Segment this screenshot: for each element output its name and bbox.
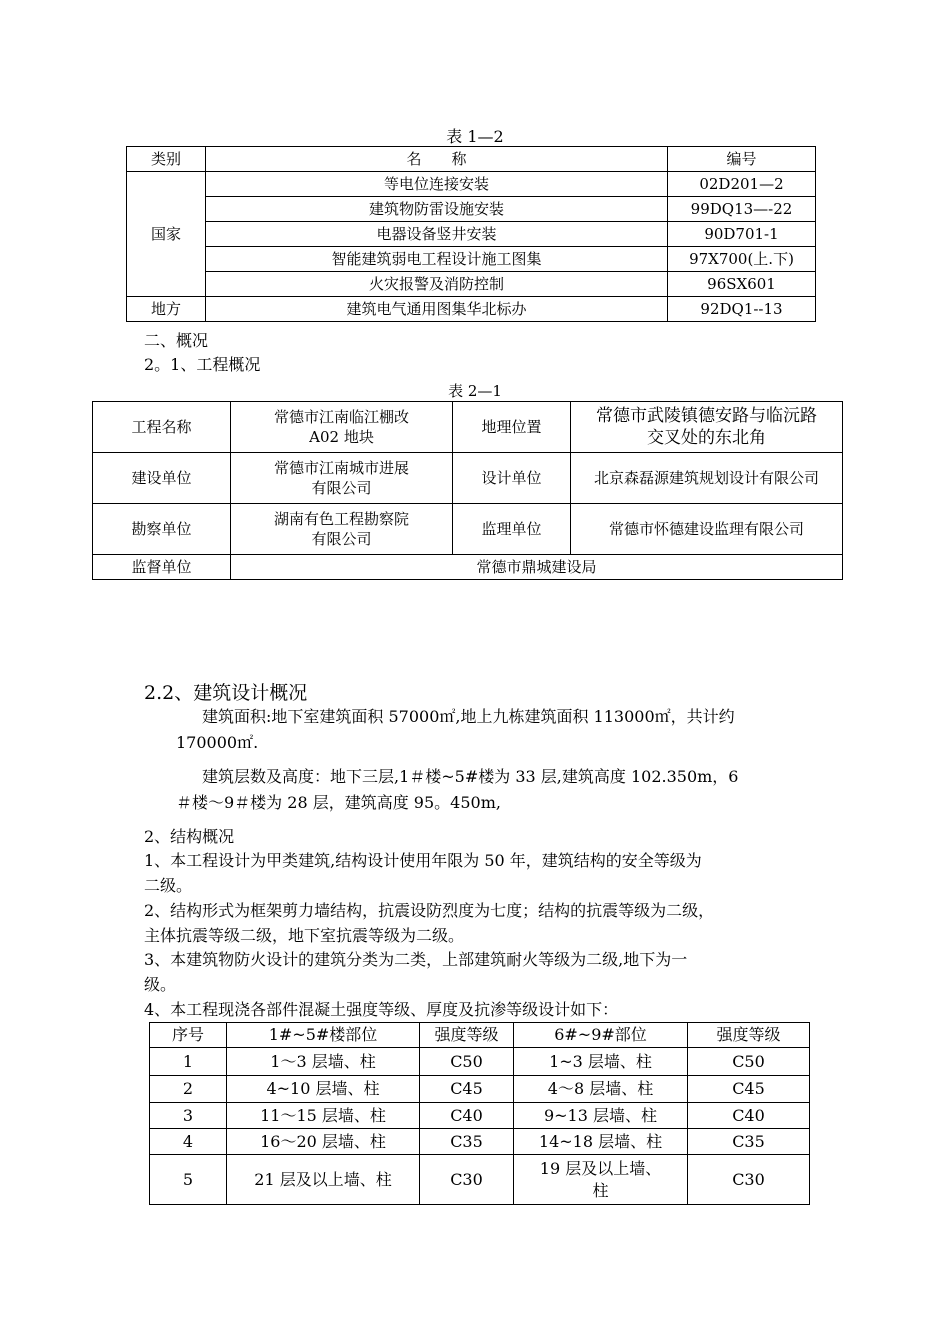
header-category: 类别 bbox=[127, 147, 206, 172]
standard-name: 电器设备竖井安装 bbox=[206, 222, 668, 247]
table-row bbox=[150, 1103, 810, 1129]
supervision-label: 监理单位 bbox=[453, 504, 571, 555]
header-part-a: 1#~5#楼部位 bbox=[227, 1023, 420, 1048]
grade-b: C30 bbox=[688, 1155, 810, 1205]
section2-title: 二、概况 bbox=[144, 331, 209, 350]
table1-caption: 表 1—2 bbox=[446, 127, 504, 146]
table-row bbox=[127, 272, 816, 297]
standard-code: 97X700(上.下) bbox=[668, 247, 816, 272]
standard-code: 02D201—2 bbox=[668, 172, 816, 197]
table-row bbox=[127, 222, 816, 247]
structure-title: 2、结构概况 bbox=[144, 827, 235, 846]
supervision-value: 常德市怀德建设监理有限公司 bbox=[571, 504, 843, 555]
grade-a: C45 bbox=[420, 1076, 514, 1103]
survey-value: 湖南有色工程勘察院 有限公司 bbox=[231, 504, 453, 555]
standard-code: 99DQ13—-22 bbox=[668, 197, 816, 222]
table-row bbox=[127, 197, 816, 222]
table-row bbox=[93, 555, 843, 580]
designer-label: 设计单位 bbox=[453, 453, 571, 504]
table-row bbox=[127, 147, 816, 172]
header-name: 名 称 bbox=[206, 147, 668, 172]
builder-label: 建设单位 bbox=[93, 453, 231, 504]
structure-item1-l1: 1、本工程设计为甲类建筑,结构设计使用年限为 50 年，建筑结构的安全等级为 bbox=[144, 851, 702, 870]
table-row bbox=[127, 172, 816, 197]
row-no: 5 bbox=[150, 1155, 227, 1205]
part-b: 14~18 层墙、柱 bbox=[514, 1129, 688, 1155]
structure-item3-l2: 级。 bbox=[144, 975, 177, 994]
project-name-value: 常德市江南临江棚改 A02 地块 bbox=[231, 402, 453, 453]
grade-a: C30 bbox=[420, 1155, 514, 1205]
project-name-label: 工程名称 bbox=[93, 402, 231, 453]
table-row bbox=[93, 453, 843, 504]
survey-label: 勘察单位 bbox=[93, 504, 231, 555]
header-part-b: 6#~9#部位 bbox=[514, 1023, 688, 1048]
row-no: 3 bbox=[150, 1103, 227, 1129]
standard-name: 建筑电气通用图集华北标办 bbox=[206, 297, 668, 322]
row-no: 1 bbox=[150, 1048, 227, 1076]
standard-code: 92DQ1--13 bbox=[668, 297, 816, 322]
standard-name: 等电位连接安装 bbox=[206, 172, 668, 197]
grade-a: C50 bbox=[420, 1048, 514, 1076]
builder-value: 常德市江南城市进展 有限公司 bbox=[231, 453, 453, 504]
category-national: 国家 bbox=[127, 172, 206, 297]
row-no: 4 bbox=[150, 1129, 227, 1155]
table-row bbox=[127, 247, 816, 272]
table-row bbox=[150, 1155, 810, 1205]
standard-code: 90D701-1 bbox=[668, 222, 816, 247]
row-no: 2 bbox=[150, 1076, 227, 1103]
standard-name: 建筑物防雷设施安装 bbox=[206, 197, 668, 222]
structure-item1-l2: 二级。 bbox=[144, 876, 193, 895]
part-a: 11～15 层墙、柱 bbox=[227, 1103, 420, 1129]
area-line-2: 170000㎡. bbox=[176, 733, 259, 752]
header-no: 序号 bbox=[150, 1023, 227, 1048]
location-value: 常德市武陵镇德安路与临沅路 交叉处的东北角 bbox=[571, 402, 843, 453]
grade-b: C40 bbox=[688, 1103, 810, 1129]
table-row bbox=[93, 402, 843, 453]
structure-item4: 4、本工程现浇各部件混凝土强度等级、厚度及抗渗等级设计如下： bbox=[144, 1000, 619, 1019]
standard-name: 火灾报警及消防控制 bbox=[206, 272, 668, 297]
oversight-label: 监督单位 bbox=[93, 555, 231, 580]
table-row bbox=[150, 1048, 810, 1076]
table-row bbox=[93, 504, 843, 555]
table-row bbox=[150, 1129, 810, 1155]
area-line-1: 建筑面积:地下室建筑面积 57000㎡,地上九栋建筑面积 113000㎡，共计约 bbox=[202, 707, 735, 726]
concrete-grade-table bbox=[149, 1022, 810, 1205]
table-row bbox=[127, 297, 816, 322]
project-overview-table bbox=[92, 401, 843, 580]
table-row bbox=[150, 1076, 810, 1103]
floors-line-2: ＃楼～9＃楼为 28 层，建筑高度 95。450m, bbox=[176, 793, 501, 812]
grade-b: C45 bbox=[688, 1076, 810, 1103]
grade-a: C40 bbox=[420, 1103, 514, 1129]
oversight-value: 常德市鼎城建设局 bbox=[231, 555, 843, 580]
structure-item2-l1: 2、结构形式为框架剪力墙结构，抗震设防烈度为七度；结构的抗震等级为二级， bbox=[144, 901, 715, 920]
grade-a: C35 bbox=[420, 1129, 514, 1155]
part-a: 21 层及以上墙、柱 bbox=[227, 1155, 420, 1205]
part-b: 19 层及以上墙、 柱 bbox=[514, 1155, 688, 1205]
table2-caption: 表 2—1 bbox=[448, 382, 502, 400]
structure-item3-l1: 3、本建筑物防火设计的建筑分类为二类，上部建筑耐火等级为二级,地下为一 bbox=[144, 950, 688, 969]
section22-title: 2.2、建筑设计概况 bbox=[144, 682, 308, 704]
standards-table bbox=[126, 146, 816, 322]
designer-value: 北京森磊源建筑规划设计有限公司 bbox=[571, 453, 843, 504]
grade-b: C50 bbox=[688, 1048, 810, 1076]
header-grade-b: 强度等级 bbox=[688, 1023, 810, 1048]
part-a: 1～3 层墙、柱 bbox=[227, 1048, 420, 1076]
location-label: 地理位置 bbox=[453, 402, 571, 453]
header-code: 编号 bbox=[668, 147, 816, 172]
standard-code: 96SX601 bbox=[668, 272, 816, 297]
grade-b: C35 bbox=[688, 1129, 810, 1155]
part-a: 16～20 层墙、柱 bbox=[227, 1129, 420, 1155]
floors-line-1: 建筑层数及高度：地下三层,1＃楼~5#楼为 33 层,建筑高度 102.350m，6 bbox=[202, 767, 739, 786]
part-b: 9~13 层墙、柱 bbox=[514, 1103, 688, 1129]
standard-name: 智能建筑弱电工程设计施工图集 bbox=[206, 247, 668, 272]
section21-title: 2。1、工程概况 bbox=[144, 355, 261, 374]
part-a: 4~10 层墙、柱 bbox=[227, 1076, 420, 1103]
structure-item2-l2: 主体抗震等级二级，地下室抗震等级为二级。 bbox=[144, 926, 465, 945]
table-row bbox=[150, 1023, 810, 1048]
category-local: 地方 bbox=[127, 297, 206, 322]
header-grade-a: 强度等级 bbox=[420, 1023, 514, 1048]
part-b: 1~3 层墙、柱 bbox=[514, 1048, 688, 1076]
part-b: 4～8 层墙、柱 bbox=[514, 1076, 688, 1103]
